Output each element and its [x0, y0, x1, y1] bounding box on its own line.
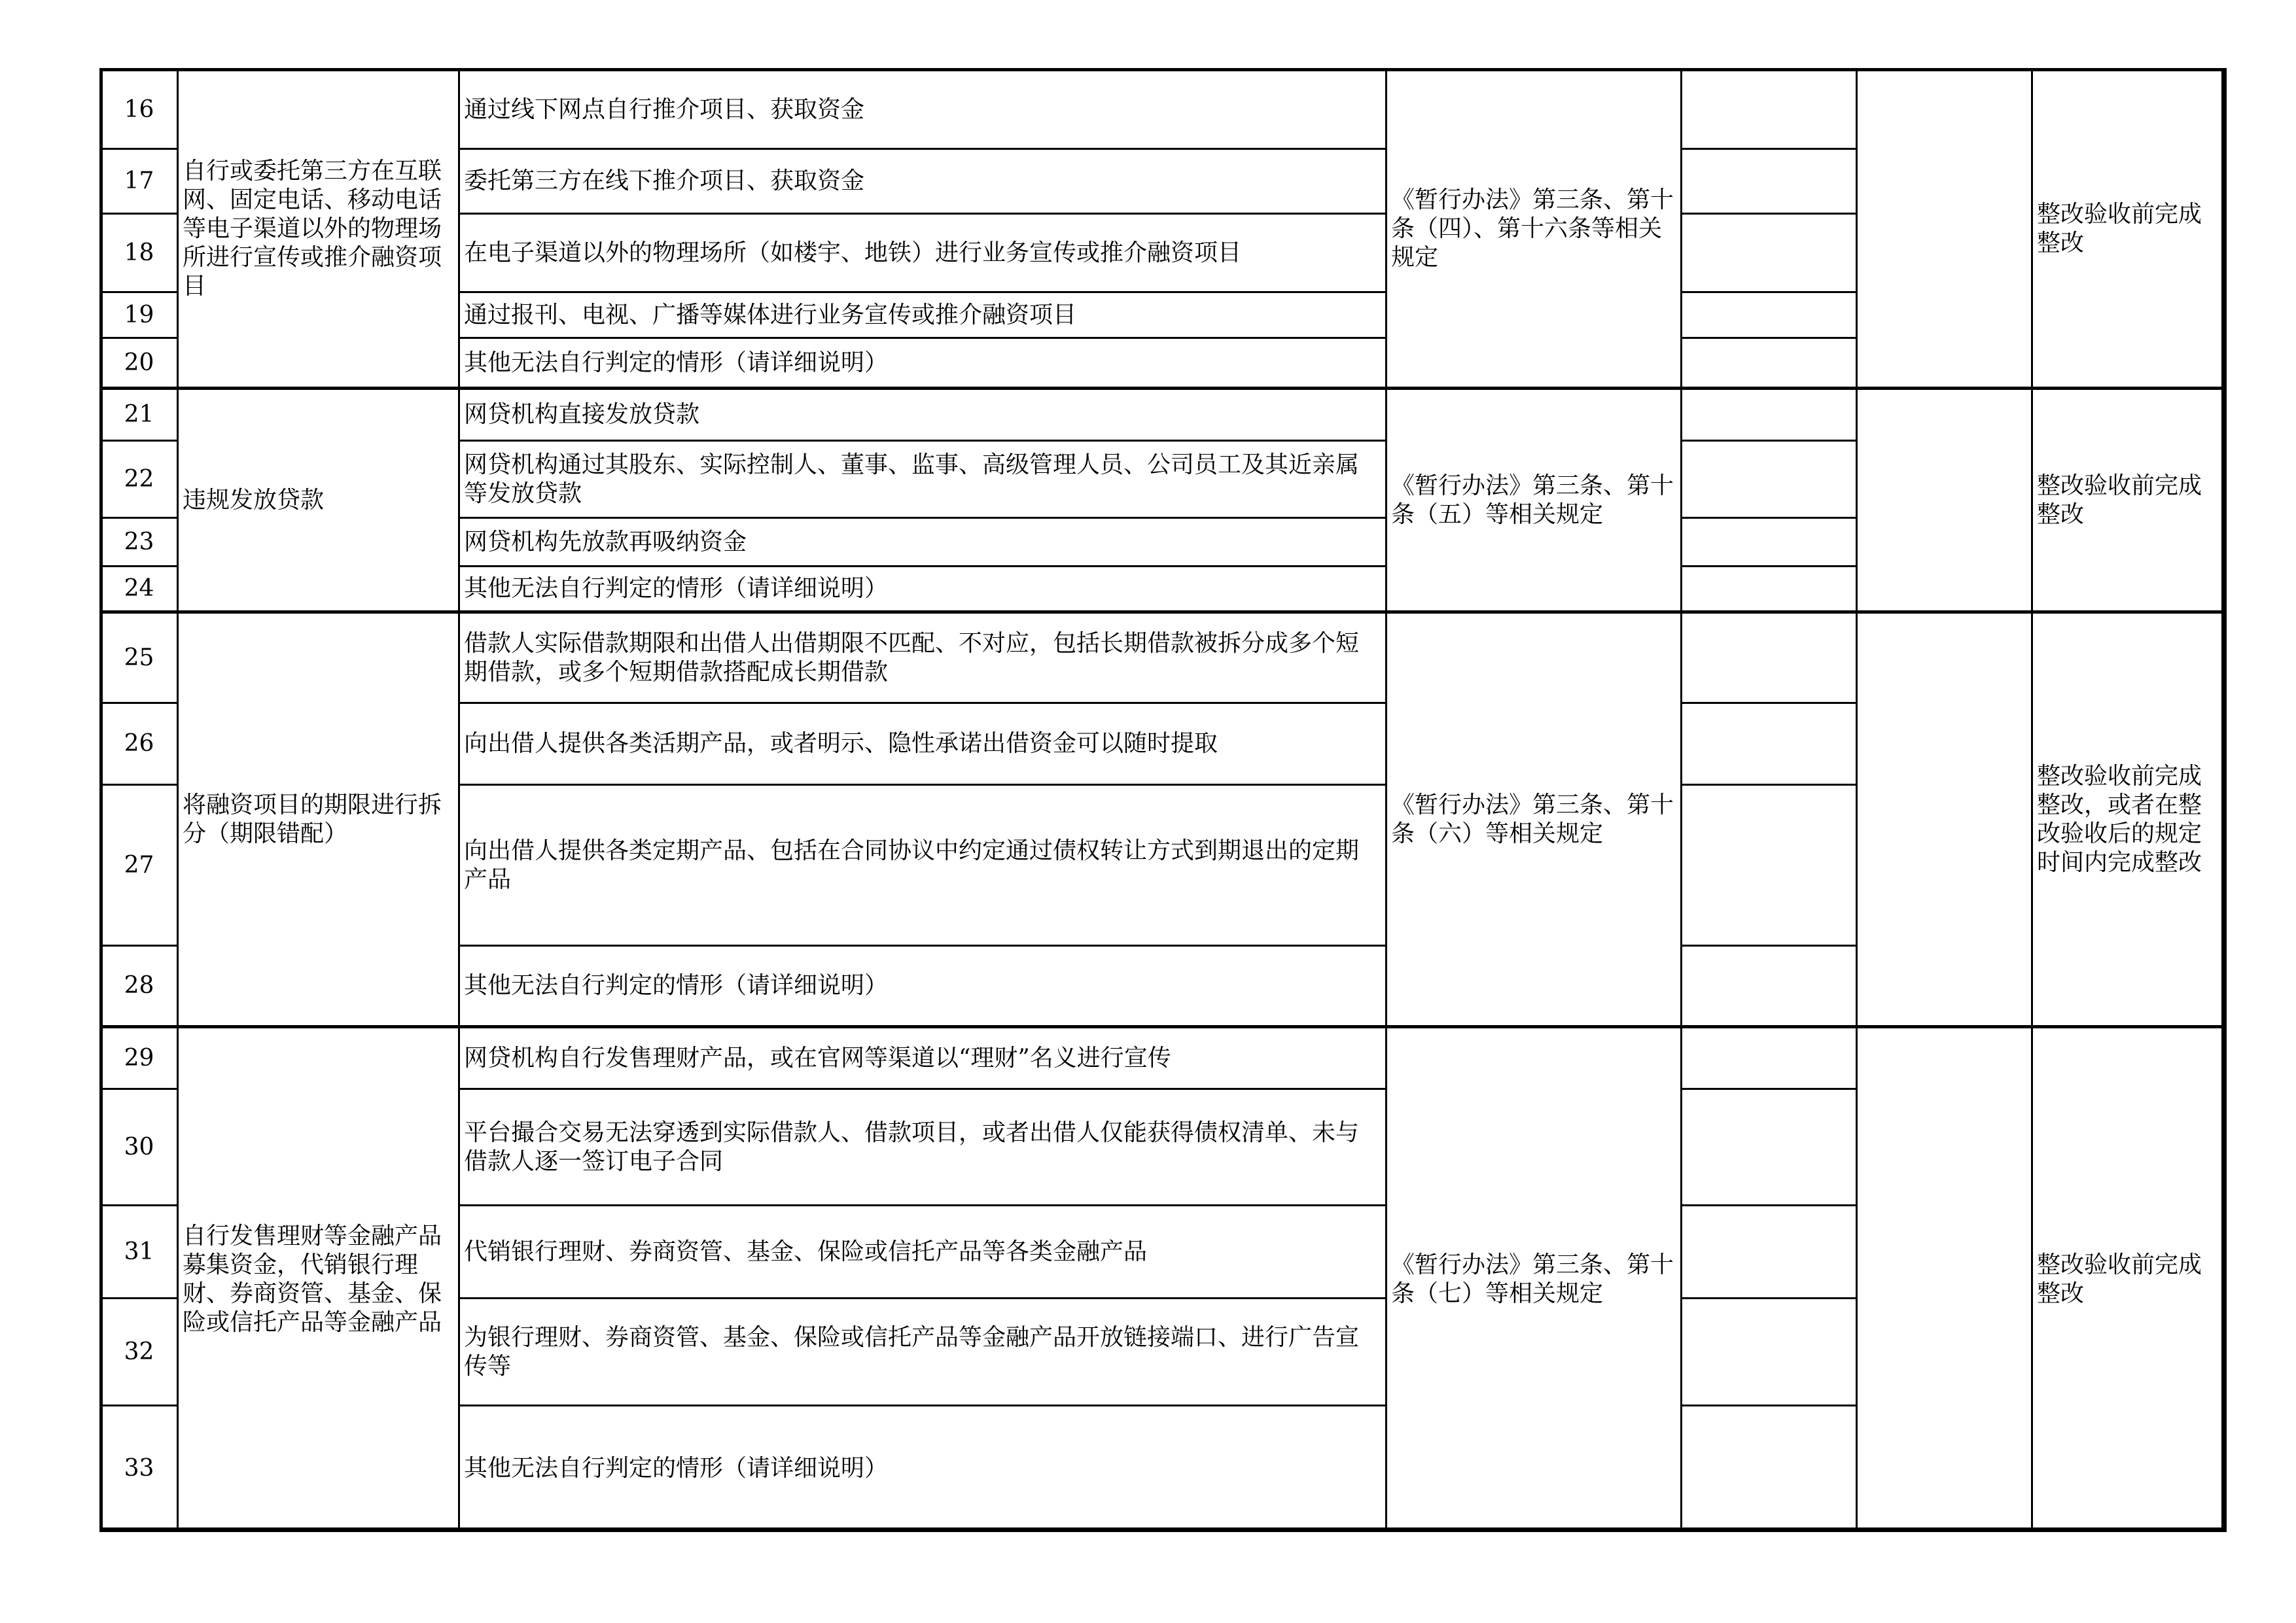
input-cell[interactable] — [1682, 1406, 1857, 1531]
input-cell[interactable] — [1682, 338, 1857, 389]
row-number: 21 — [101, 389, 178, 441]
input-cell[interactable] — [1682, 785, 1857, 946]
item-cell: 为银行理财、券商资管、基金、保险或信托产品等金融产品开放链接端口、进行广告宣传等 — [459, 1299, 1386, 1406]
row-number: 20 — [101, 338, 178, 389]
blank-merged-cell[interactable] — [1857, 612, 2032, 1027]
item-cell: 在电子渠道以外的物理场所（如楼宇、地铁）进行业务宣传或推介融资项目 — [459, 214, 1386, 292]
row-number: 31 — [101, 1206, 178, 1299]
category-cell: 违规发放贷款 — [178, 389, 459, 612]
checklist-table — [99, 68, 2227, 1532]
basis-cell: 《暂行办法》第三条、第十条（七）等相关规定 — [1386, 1027, 1682, 1531]
item-cell: 向出借人提供各类定期产品、包括在合同协议中约定通过债权转让方式到期退出的定期产品 — [459, 785, 1386, 946]
table-row — [101, 612, 2226, 703]
blank-merged-cell[interactable] — [1857, 1027, 2032, 1531]
input-cell[interactable] — [1682, 1089, 1857, 1206]
item-cell: 其他无法自行判定的情形（请详细说明） — [459, 338, 1386, 389]
item-cell: 借款人实际借款期限和出借人出借期限不匹配、不对应，包括长期借款被拆分成多个短期借款，或多个短期借款搭配成长期借款 — [459, 612, 1386, 703]
row-number: 19 — [101, 292, 178, 338]
row-number: 16 — [101, 70, 178, 149]
category-cell: 自行发售理财等金融产品募集资金，代销银行理财、券商资管、基金、保险或信托产品等金融产品 — [178, 1027, 459, 1531]
row-number: 23 — [101, 518, 178, 567]
row-number: 25 — [101, 612, 178, 703]
item-cell: 网贷机构直接发放贷款 — [459, 389, 1386, 441]
input-cell[interactable] — [1682, 70, 1857, 149]
item-cell: 通过线下网点自行推介项目、获取资金 — [459, 70, 1386, 149]
item-cell: 其他无法自行判定的情形（请详细说明） — [459, 567, 1386, 612]
input-cell[interactable] — [1682, 441, 1857, 518]
input-cell[interactable] — [1682, 1299, 1857, 1406]
row-number: 28 — [101, 946, 178, 1027]
item-cell: 其他无法自行判定的情形（请详细说明） — [459, 1406, 1386, 1531]
row-number: 26 — [101, 703, 178, 785]
table-row — [101, 1027, 2226, 1089]
item-cell: 其他无法自行判定的情形（请详细说明） — [459, 946, 1386, 1027]
basis-cell: 《暂行办法》第三条、第十条（四）、第十六条等相关规定 — [1386, 70, 1682, 389]
input-cell[interactable] — [1682, 149, 1857, 214]
input-cell[interactable] — [1682, 518, 1857, 567]
row-number: 22 — [101, 441, 178, 518]
row-number: 27 — [101, 785, 178, 946]
input-cell[interactable] — [1682, 703, 1857, 785]
input-cell[interactable] — [1682, 1206, 1857, 1299]
input-cell[interactable] — [1682, 1027, 1857, 1089]
item-cell: 通过报刊、电视、广播等媒体进行业务宣传或推介融资项目 — [459, 292, 1386, 338]
deadline-cell: 整改验收前完成整改，或者在整改验收后的规定时间内完成整改 — [2032, 612, 2226, 1027]
input-cell[interactable] — [1682, 946, 1857, 1027]
blank-merged-cell[interactable] — [1857, 70, 2032, 389]
deadline-cell: 整改验收前完成整改 — [2032, 70, 2226, 389]
input-cell[interactable] — [1682, 292, 1857, 338]
row-number: 32 — [101, 1299, 178, 1406]
item-cell: 网贷机构通过其股东、实际控制人、董事、监事、高级管理人员、公司员工及其近亲属等发放贷款 — [459, 441, 1386, 518]
item-cell: 网贷机构自行发售理财产品，或在官网等渠道以“理财”名义进行宣传 — [459, 1027, 1386, 1089]
table-row — [101, 70, 2226, 149]
item-cell: 向出借人提供各类活期产品，或者明示、隐性承诺出借资金可以随时提取 — [459, 703, 1386, 785]
input-cell[interactable] — [1682, 567, 1857, 612]
row-number: 24 — [101, 567, 178, 612]
item-cell: 代销银行理财、券商资管、基金、保险或信托产品等各类金融产品 — [459, 1206, 1386, 1299]
row-number: 17 — [101, 149, 178, 214]
row-number: 29 — [101, 1027, 178, 1089]
blank-merged-cell[interactable] — [1857, 389, 2032, 612]
row-number: 30 — [101, 1089, 178, 1206]
table-row — [101, 389, 2226, 441]
item-cell: 网贷机构先放款再吸纳资金 — [459, 518, 1386, 567]
category-cell: 自行或委托第三方在互联网、固定电话、移动电话等电子渠道以外的物理场所进行宣传或推介融资项目 — [178, 70, 459, 389]
item-cell: 平台撮合交易无法穿透到实际借款人、借款项目，或者出借人仅能获得债权清单、未与借款人逐一签订电子合同 — [459, 1089, 1386, 1206]
basis-cell: 《暂行办法》第三条、第十条（六）等相关规定 — [1386, 612, 1682, 1027]
input-cell[interactable] — [1682, 389, 1857, 441]
category-cell: 将融资项目的期限进行拆分（期限错配） — [178, 612, 459, 1027]
input-cell[interactable] — [1682, 612, 1857, 703]
row-number: 18 — [101, 214, 178, 292]
deadline-cell: 整改验收前完成整改 — [2032, 1027, 2226, 1531]
item-cell: 委托第三方在线下推介项目、获取资金 — [459, 149, 1386, 214]
row-number: 33 — [101, 1406, 178, 1531]
deadline-cell: 整改验收前完成整改 — [2032, 389, 2226, 612]
input-cell[interactable] — [1682, 214, 1857, 292]
basis-cell: 《暂行办法》第三条、第十条（五）等相关规定 — [1386, 389, 1682, 612]
